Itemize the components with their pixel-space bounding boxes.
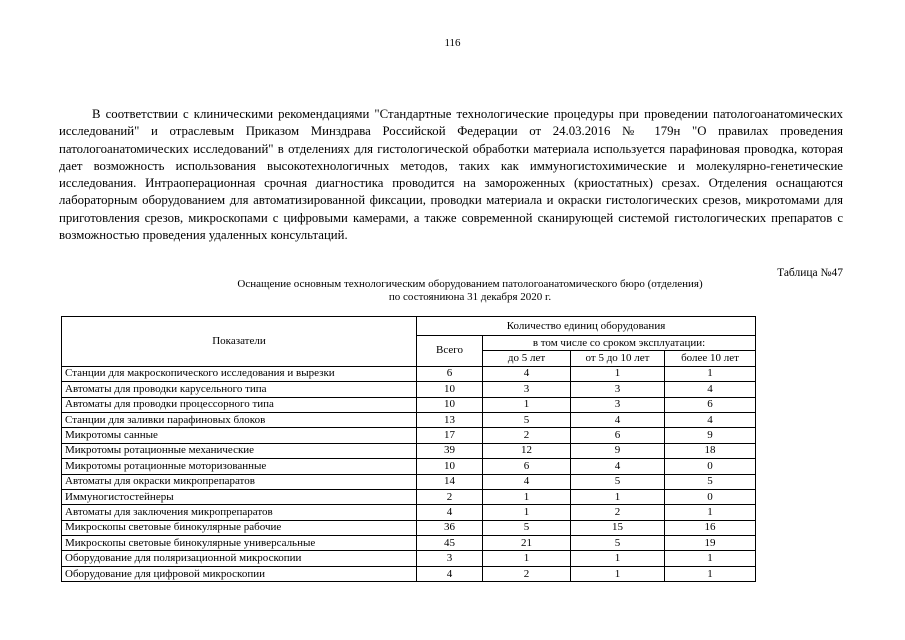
row-over-10: 1 (665, 551, 756, 566)
row-name: Микротомы санные (62, 428, 417, 443)
table-row (62, 551, 756, 566)
row-5-to-10: 1 (571, 366, 665, 381)
table-row (62, 428, 756, 443)
row-under-5: 1 (483, 397, 571, 412)
row-under-5: 1 (483, 489, 571, 504)
row-5-to-10: 2 (571, 505, 665, 520)
row-under-5: 1 (483, 505, 571, 520)
table-caption (190, 278, 750, 303)
row-total: 36 (417, 520, 483, 535)
header-under-5: до 5 лет (483, 351, 571, 366)
table-row (62, 443, 756, 458)
row-under-5: 6 (483, 459, 571, 474)
page-number: 116 (444, 37, 461, 49)
header-by-term: в том числе со сроком эксплуатации: (483, 336, 756, 351)
header-total: Всего (417, 336, 483, 367)
row-name: Микроскопы световые бинокулярные рабочие (62, 520, 417, 535)
row-total: 4 (417, 566, 483, 581)
header-equipment-count: Количество единиц оборудования (417, 317, 756, 336)
row-name: Автоматы для заключения микропрепаратов (62, 505, 417, 520)
table-caption-line2: по состояниюна 31 декабря 2020 г. (388, 290, 552, 303)
table-row (62, 474, 756, 489)
header-indicator: Показатели (62, 317, 417, 367)
table-row (62, 536, 756, 551)
row-over-10: 18 (665, 443, 756, 458)
table-row (62, 459, 756, 474)
table-number: Таблица №47 (777, 267, 843, 279)
row-total: 14 (417, 474, 483, 489)
row-under-5: 2 (483, 566, 571, 581)
row-5-to-10: 4 (571, 459, 665, 474)
row-name: Станции для заливки парафиновых блоков (62, 412, 417, 427)
table-row (62, 382, 756, 397)
table-row (62, 397, 756, 412)
row-over-10: 16 (665, 520, 756, 535)
row-name: Станции для макроскопического исследования и вырезки (62, 366, 417, 381)
row-under-5: 2 (483, 428, 571, 443)
row-total: 4 (417, 505, 483, 520)
row-under-5: 4 (483, 474, 571, 489)
row-total: 10 (417, 382, 483, 397)
row-total: 13 (417, 412, 483, 427)
row-total: 45 (417, 536, 483, 551)
row-5-to-10: 3 (571, 397, 665, 412)
row-under-5: 5 (483, 520, 571, 535)
row-name: Автоматы для окраски микропрепаратов (62, 474, 417, 489)
row-over-10: 1 (665, 505, 756, 520)
row-total: 39 (417, 443, 483, 458)
row-under-5: 4 (483, 366, 571, 381)
row-over-10: 0 (665, 489, 756, 504)
row-5-to-10: 5 (571, 536, 665, 551)
table-row (62, 505, 756, 520)
row-total: 10 (417, 459, 483, 474)
row-name: Микротомы ротационные механические (62, 443, 417, 458)
row-total: 17 (417, 428, 483, 443)
equipment-table (61, 316, 756, 582)
table-body (62, 366, 756, 581)
row-over-10: 4 (665, 382, 756, 397)
row-5-to-10: 9 (571, 443, 665, 458)
row-total: 6 (417, 366, 483, 381)
row-under-5: 12 (483, 443, 571, 458)
row-under-5: 5 (483, 412, 571, 427)
body-paragraph: В соответствии с клиническими рекомендациями "Стандартные технологические процедуры при проведении патологоанатомических исследований" и отраслевым Приказом Минздрава Российской Федерации от 24.03.2016 № 179н "О правилах проведения патологоанатомических исследований" в отделениях для гистологической обработки материала используется парафиновая проводка, которая дает возможность использования высокотехнологичных методов, таких как иммуногистохимические и молекулярно-генетические исследования. Интраоперационная срочная диагностика проводится на замороженных (криостатных) срезах. Отделения оснащаются лабораторным оборудованием для автоматизированной фиксации, проводки материала и окраски гистологических срезов, микротомами для приготовления срезов, микроскопами с цифровыми камерами, а также современной сканирующей системой гистологических препаратов с возможностью проведения удаленных консультаций. (59, 107, 843, 243)
header-5-to-10: от 5 до 10 лет (571, 351, 665, 366)
header-over-10: более 10 лет (665, 351, 756, 366)
row-5-to-10: 1 (571, 551, 665, 566)
row-over-10: 1 (665, 366, 756, 381)
row-over-10: 1 (665, 566, 756, 581)
row-name: Оборудование для поляризационной микроскопии (62, 551, 417, 566)
row-name: Оборудование для цифровой микроскопии (62, 566, 417, 581)
row-name: Автоматы для проводки карусельного типа (62, 382, 417, 397)
table-row (62, 566, 756, 581)
table-row (62, 489, 756, 504)
table-caption-line1: Оснащение основным технологическим оборудованием патологоанатомического бюро (отделения) (237, 278, 703, 290)
table-row (62, 366, 756, 381)
row-over-10: 19 (665, 536, 756, 551)
row-under-5: 1 (483, 551, 571, 566)
row-over-10: 0 (665, 459, 756, 474)
row-total: 10 (417, 397, 483, 412)
row-name: Микротомы ротационные моторизованные (62, 459, 417, 474)
row-total: 3 (417, 551, 483, 566)
row-under-5: 21 (483, 536, 571, 551)
table-row (62, 412, 756, 427)
row-total: 2 (417, 489, 483, 504)
table-row (62, 520, 756, 535)
row-over-10: 6 (665, 397, 756, 412)
row-name: Микроскопы световые бинокулярные универсальные (62, 536, 417, 551)
row-5-to-10: 6 (571, 428, 665, 443)
row-5-to-10: 1 (571, 489, 665, 504)
row-5-to-10: 5 (571, 474, 665, 489)
row-5-to-10: 4 (571, 412, 665, 427)
row-name: Иммуногистостейнеры (62, 489, 417, 504)
row-name: Автоматы для проводки процессорного типа (62, 397, 417, 412)
row-over-10: 9 (665, 428, 756, 443)
row-5-to-10: 15 (571, 520, 665, 535)
row-under-5: 3 (483, 382, 571, 397)
row-5-to-10: 1 (571, 566, 665, 581)
row-over-10: 4 (665, 412, 756, 427)
row-over-10: 5 (665, 474, 756, 489)
row-5-to-10: 3 (571, 382, 665, 397)
